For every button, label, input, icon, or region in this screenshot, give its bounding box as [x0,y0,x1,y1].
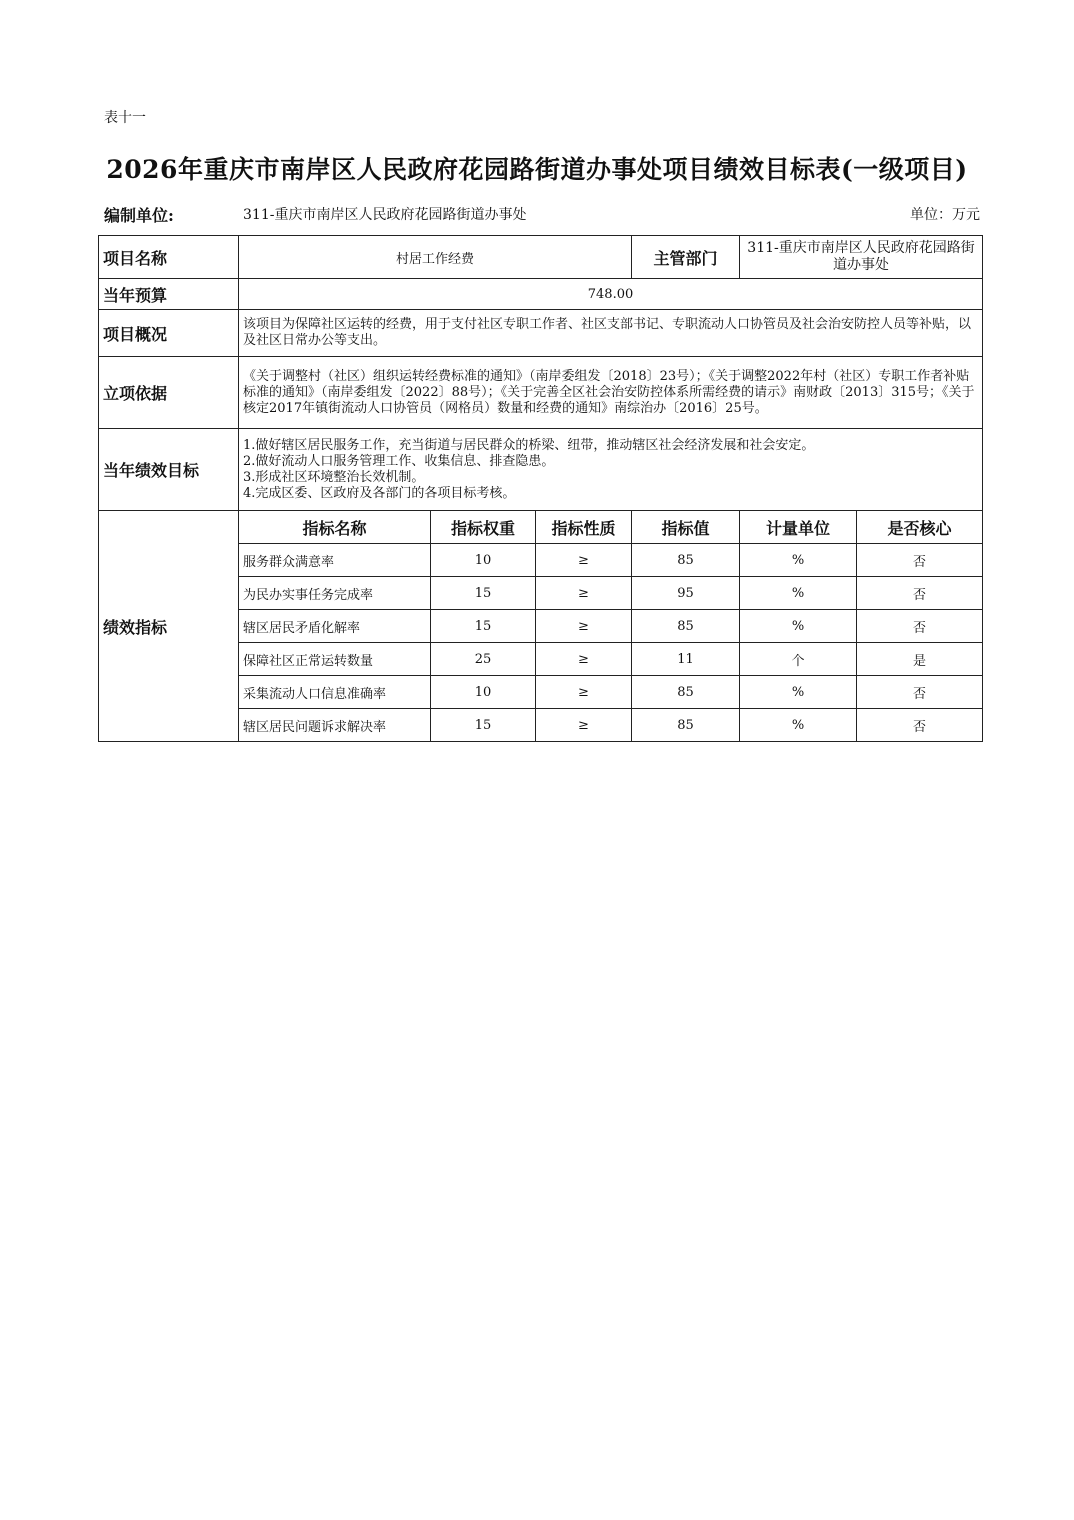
goal-row [99,429,983,511]
indicator-name: 辖区居民问题诉求解决率 [239,709,431,742]
indicator-header-core: 是否核心 [857,511,983,544]
indicator-core: 否 [857,676,983,709]
unit-row [98,203,982,225]
indicator-core: 是 [857,643,983,676]
project-name-value: 村居工作经费 [239,236,632,279]
goal-item: 3.形成社区环境整治长效机制。 [243,469,425,485]
indicator-name: 辖区居民矛盾化解率 [239,610,431,643]
indicator-value: 85 [632,544,740,577]
indicator-core: 否 [857,544,983,577]
budget-row [99,279,983,310]
basis-label: 立项依据 [99,357,239,429]
overview-label: 项目概况 [99,310,239,357]
indicator-value: 11 [632,643,740,676]
budget-label: 当年预算 [99,279,239,310]
money-unit: 单位：万元 [910,207,980,223]
indicator-weight: 15 [431,709,536,742]
compile-unit-label: 编制单位: [104,206,174,225]
project-name-label: 项目名称 [99,236,239,279]
indicator-unit: 个 [740,643,857,676]
indicator-nature: ≥ [536,676,632,709]
indicator-name: 服务群众满意率 [239,544,431,577]
indicator-name: 保障社区正常运转数量 [239,643,431,676]
goal-item: 1.做好辖区居民服务工作，充当街道与居民群众的桥梁、纽带，推动辖区社会经济发展和社会安定。 [243,437,815,453]
dept-value: 311-重庆市南岸区人民政府花园路街道办事处 [740,236,983,279]
indicator-nature: ≥ [536,709,632,742]
overview-value: 该项目为保障社区运转的经费，用于支付社区专职工作者、社区支部书记、专职流动人口协管员及社会治安防控人员等补贴，以及社区日常办公等支出。 [239,310,983,357]
indicator-name: 采集流动人口信息准确率 [239,676,431,709]
indicator-header-row [99,511,983,544]
performance-table [98,235,983,742]
indicator-unit: % [740,544,857,577]
indicator-value: 85 [632,676,740,709]
indicator-core: 否 [857,610,983,643]
indicator-value: 85 [632,709,740,742]
indicator-weight: 15 [431,610,536,643]
indicator-core: 否 [857,709,983,742]
table-number: 表十一 [104,110,146,126]
indicator-header-unit: 计量单位 [740,511,857,544]
page-title: 2026年重庆市南岸区人民政府花园路街道办事处项目绩效目标表(一级项目) [106,155,968,184]
basis-row [99,357,983,429]
indicator-value: 95 [632,577,740,610]
project-name-row [99,236,983,279]
indicator-unit: % [740,610,857,643]
indicator-nature: ≥ [536,610,632,643]
compile-unit-value: 311-重庆市南岸区人民政府花园路街道办事处 [243,207,527,223]
indicator-header-nature: 指标性质 [536,511,632,544]
indicator-header-name: 指标名称 [239,511,431,544]
indicator-header-weight: 指标权重 [431,511,536,544]
dept-label: 主管部门 [632,236,740,279]
goal-list [239,429,983,511]
indicator-nature: ≥ [536,643,632,676]
indicator-weight: 10 [431,544,536,577]
indicator-unit: % [740,676,857,709]
indicator-weight: 25 [431,643,536,676]
basis-value: 《关于调整村（社区）组织运转经费标准的通知》（南岸委组发〔2018〕23号）；《关于调整2022年村（社区）专职工作者补贴标准的通知》（南岸委组发〔2022〕88号）；《关于完善全区社会治安防控体系所需经费的请示》南财政〔2013〕315号；《关于核定2017年镇街流动人口协管员（网格员）数量和经费的通知》南综治办〔2016〕25号。 [239,357,983,429]
indicator-unit: % [740,577,857,610]
indicator-core: 否 [857,577,983,610]
goal-item: 2.做好流动人口服务管理工作、收集信息、排查隐患。 [243,453,555,469]
indicator-name: 为民办实事任务完成率 [239,577,431,610]
goal-label: 当年绩效目标 [99,429,239,511]
indicator-nature: ≥ [536,544,632,577]
indicator-unit: % [740,709,857,742]
indicator-section-label: 绩效指标 [99,511,239,742]
budget-value: 748.00 [239,279,983,310]
indicator-weight: 15 [431,577,536,610]
indicator-value: 85 [632,610,740,643]
goal-item: 4.完成区委、区政府及各部门的各项目标考核。 [243,485,516,501]
indicator-weight: 10 [431,676,536,709]
overview-row [99,310,983,357]
indicator-nature: ≥ [536,577,632,610]
indicator-header-value: 指标值 [632,511,740,544]
